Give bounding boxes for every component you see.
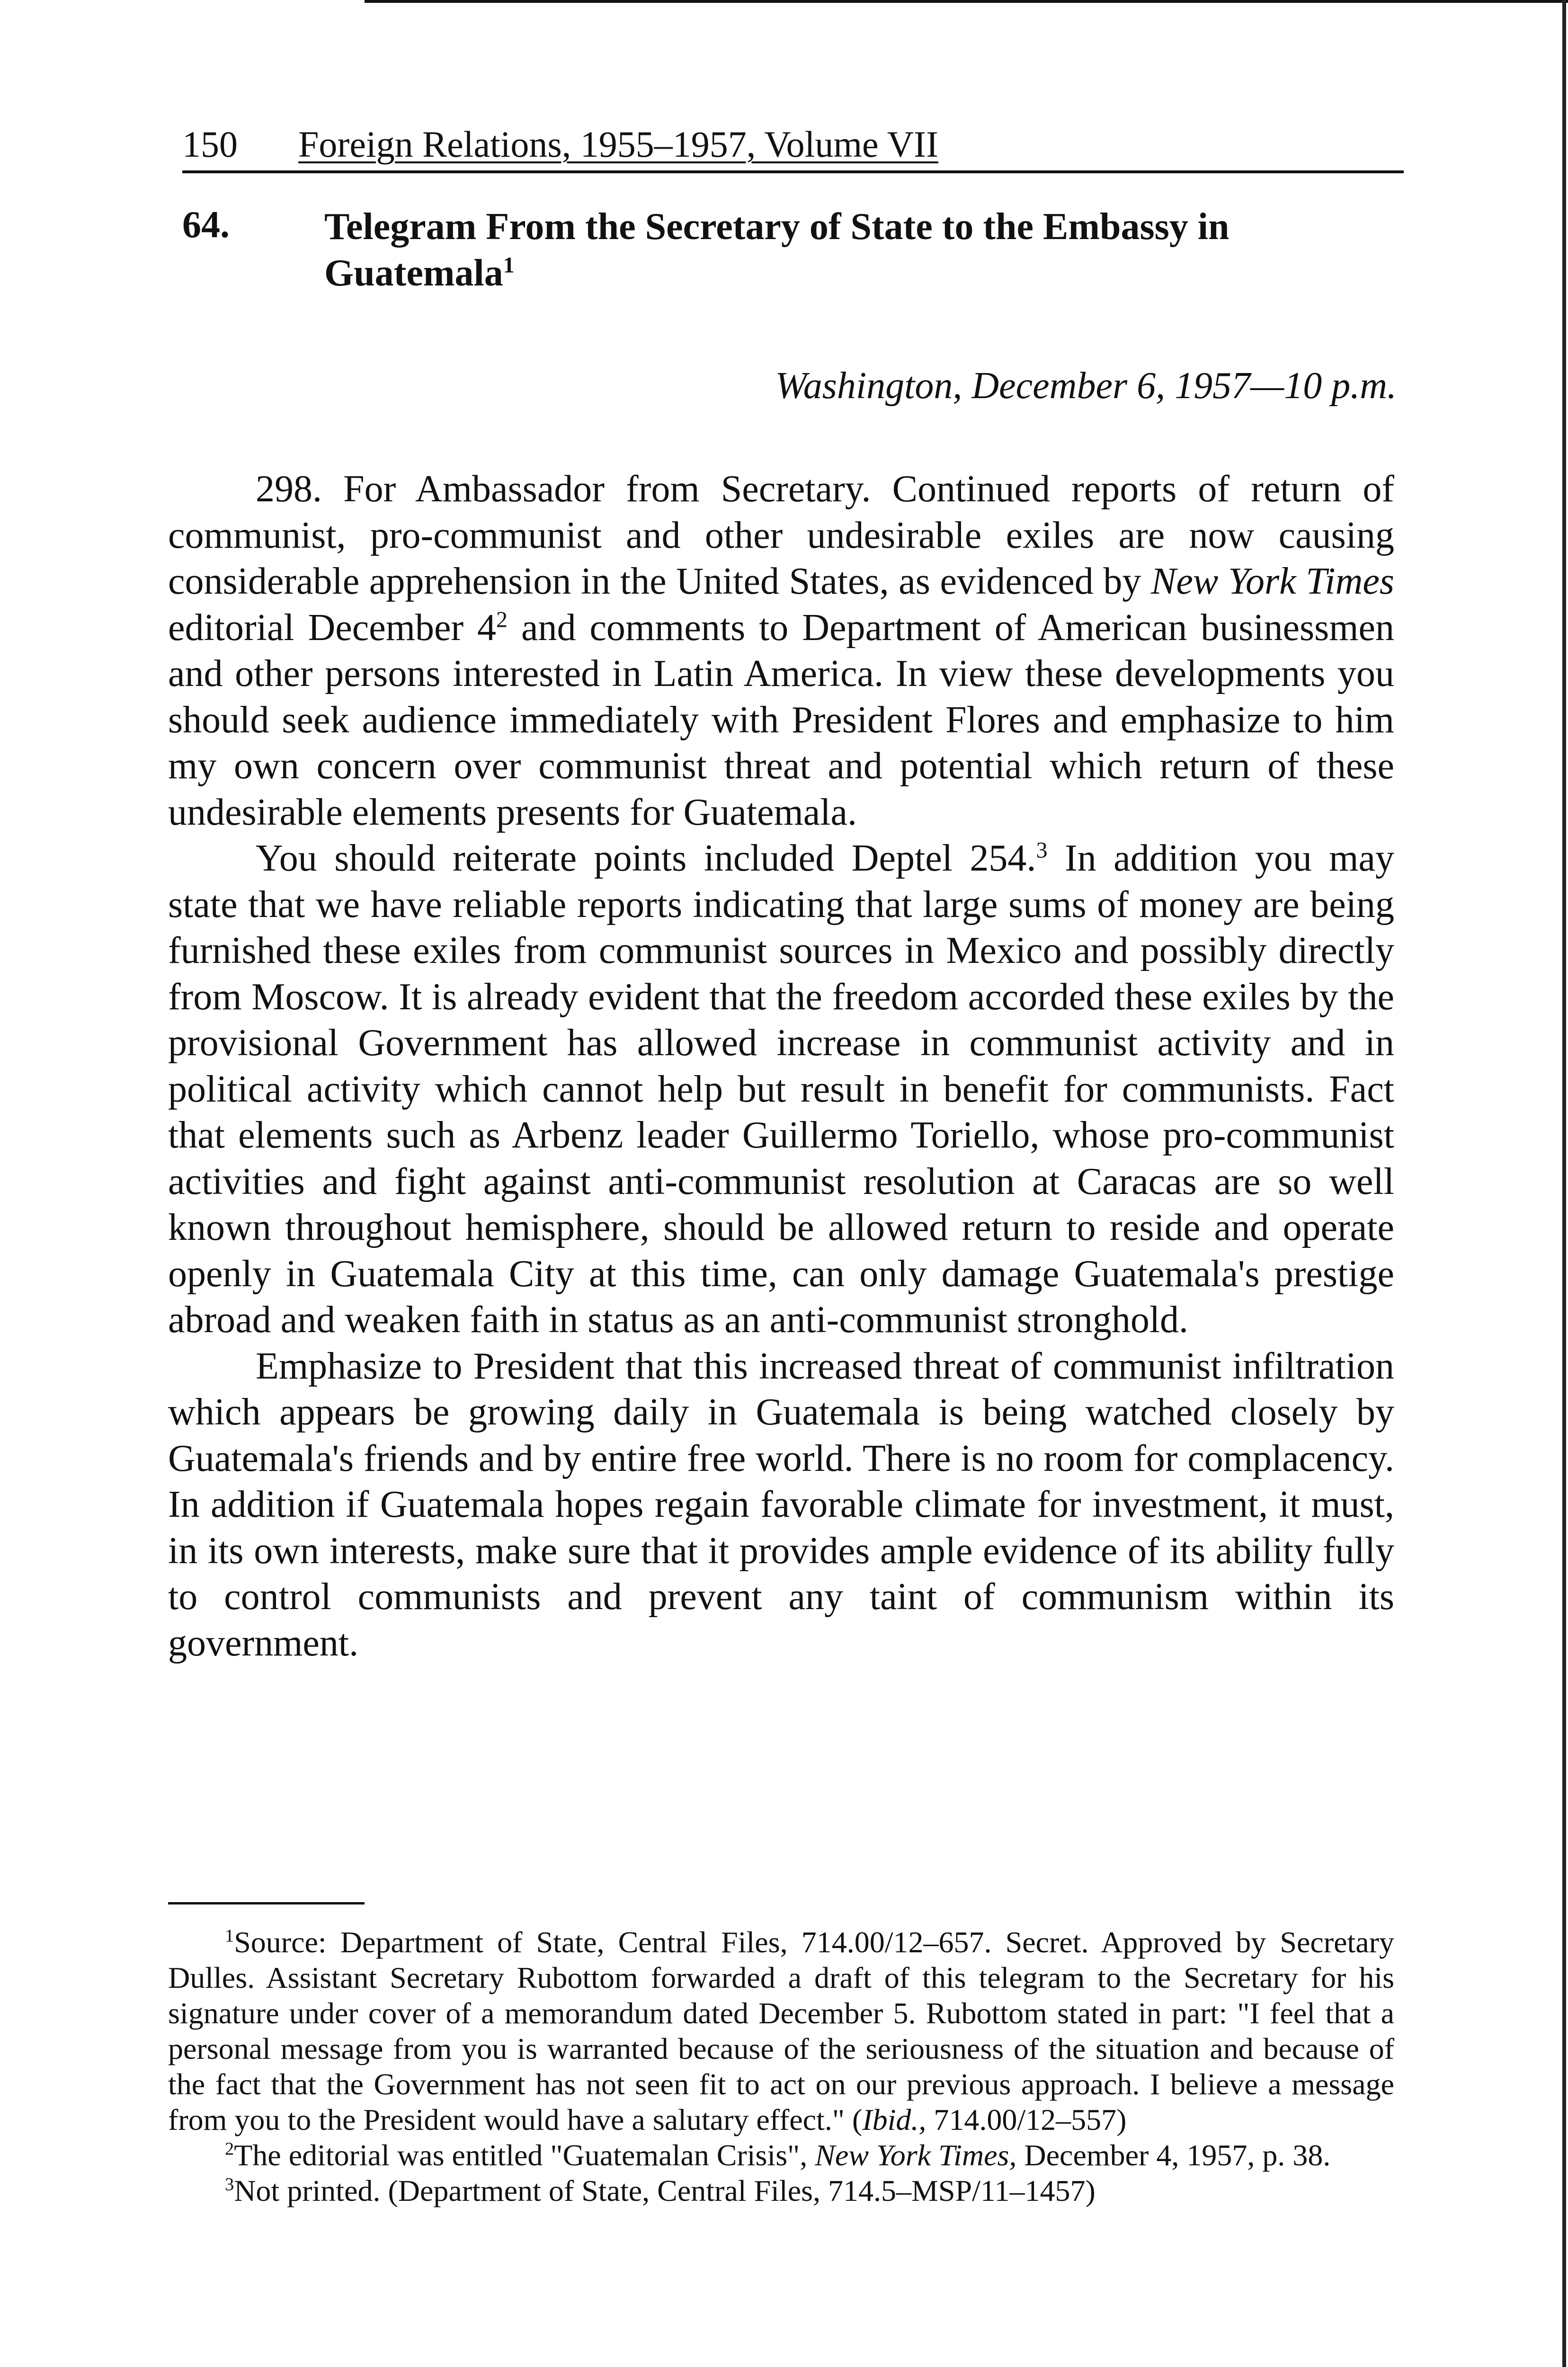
footnote-1-text-b: 714.00/12–557) [926,2103,1127,2136]
running-title: Foreign Relations, 1955–1957, Volume VII [298,124,938,165]
footnote-1 [168,1924,1394,2137]
document-title [324,204,1399,296]
running-header [182,118,1404,173]
p1-text-c: and comments to Department of American businessmen and other persons interested in Latin America. In view these developments you should seek audience immediately with President Flores and emphasize to him my own concern over communist threat and potential which return of these undesirable elements presents for Guatemala. [168,606,1395,833]
footnote-3-text: Not printed. (Department of State, Central Files, 714.5–MSP/11–1457) [234,2174,1096,2207]
p1-text-a: 298. For Ambassador from Secretary. Continued reports of return of communist, pro-communist and other undesirable exiles are now causing considerable apprehension in the United States, as evidenced by [168,468,1394,602]
p1-text-b: editorial December 4 [168,606,497,649]
footnote-3 [168,2173,1394,2208]
p2-text-b: In addition you may state that we have reliable reports indicating that large sums of money are being furnished these exiles from communist sources in Mexico and possibly directly from Moscow. It is already evident that the freedom accorded these exiles by the provisional Government has allowed increase in communist activity and in political activity which cannot help but result in benefit for communists. Fact that elements such as Arbenz leader Guillermo Toriello, whose pro-communist activities and fight against anti-communist resolution at Caracas are so well known throughout hemisphere, should be allowed return to reside and operate openly in Guatemala City at this time, can only damage Guatemala's prestige abroad and weaken faith in status as an anti-communist stronghold. [168,837,1395,1341]
footnote-1-mark: 1 [225,1926,234,1946]
scan-top-edge [365,0,1568,3]
p1-newspaper: New York Times [1151,561,1395,602]
footnote-3-mark: 3 [225,2174,234,2195]
document-title-text: Telegram From the Secretary of State to the Embassy in Guatemala [324,206,1229,294]
footnote-ref-2: 2 [496,606,508,632]
paragraph-3: Emphasize to President that this increased threat of communist infiltration which appears be growing daily in Guatemala is being watched closely by Guatemala's friends and by entire free world. There is no room for complacency. In addition if Guatemala hopes regain favorable climate for investment, it must, in its own interests, make sure that it provides ample evidence of its ability fully to control communists and prevent any taint of communism within its government. [168,1345,1394,1664]
footnote-2 [168,2137,1394,2173]
footnotes [168,1924,1394,2208]
footnote-2-mark: 2 [225,2139,234,2159]
footnote-ref-3: 3 [1036,837,1048,863]
footnote-1-ibid: Ibid., [862,2103,927,2136]
paragraph-2 [168,836,1394,1344]
footnote-2-text-a: The editorial was entitled "Guatemalan Crisis", [234,2138,815,2172]
p2-text-a: You should reiterate points included Deptel 254. [256,837,1036,879]
document-number: 64. [182,204,230,246]
paragraph-1 [168,466,1394,836]
footnote-2-text-b: December 4, 1957, p. 38. [1016,2138,1331,2172]
page-number: 150 [182,124,238,165]
footnote-2-newspaper: New York Times, [815,2138,1017,2172]
scan-right-edge [1562,0,1566,2367]
footnote-ref-1: 1 [503,252,515,278]
dateline: Washington, December 6, 1957—10 p.m. [775,365,1397,407]
telegram-body [168,466,1394,1666]
footnote-rule [168,1902,365,1904]
footnote-1-text-a: Source: Department of State, Central Files, 714.00/12–657. Secret. Approved by Secretary Dulles. Assistant Secretary Rubottom forwarded a draft of this telegram to the Secretary for his signature under cover of a memorandum dated December 5. Rubottom stated in part: "I feel that a personal message from you is warranted because of the seriousness of the situation and because of the fact that the Government has not seen fit to act on our previous approach. I believe a message from you to the President would have a salutary effect." ( [168,1925,1394,2136]
